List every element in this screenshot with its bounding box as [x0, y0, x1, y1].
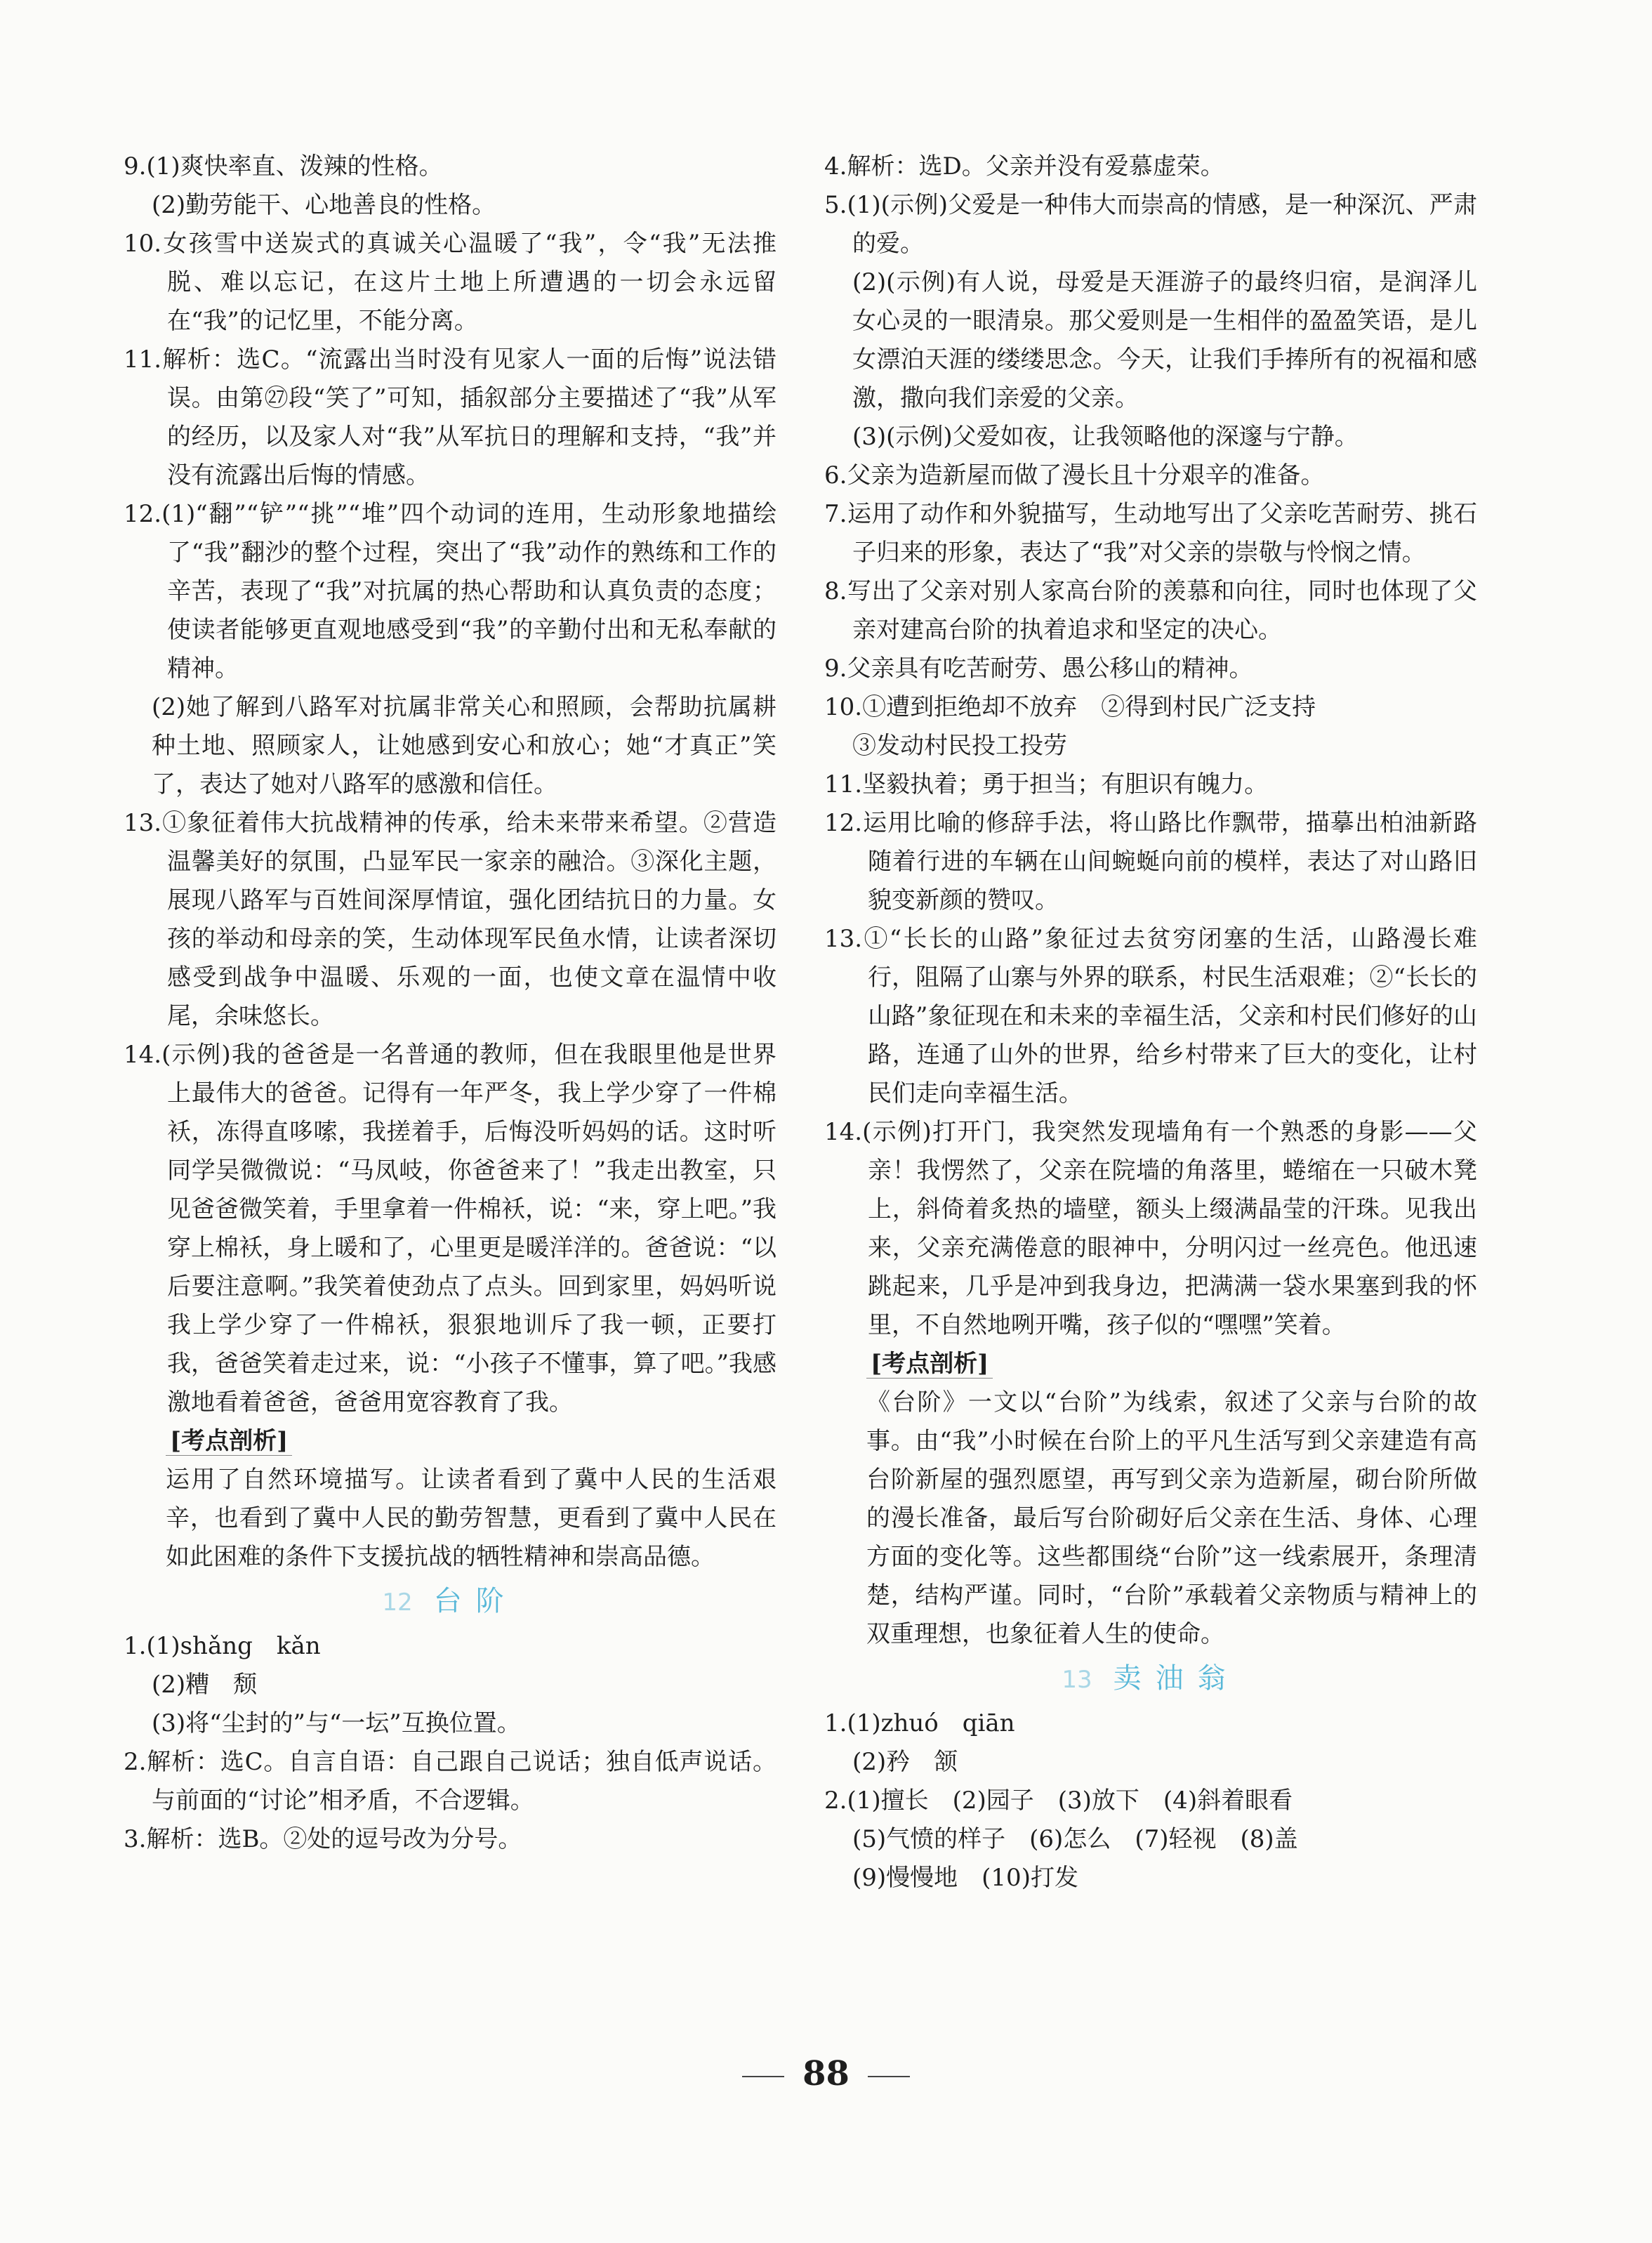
section-heading-12 [124, 1581, 777, 1623]
exam-point-tag: [考点剖析] [824, 1345, 1477, 1383]
right-answers-after [824, 1704, 1477, 1897]
exam-point-analysis: 《台阶》一文以“台阶”为线索，叙述了父亲与台阶的故事。由“我”小时候在台阶上的平凡生活写到父亲建造有高台阶新屋的强烈愿望，再写到父亲为造新屋，砌台阶所做的漫长准备，最后写台阶砌好后父亲在生活、身体、心理方面的变化等。这些都围绕“台阶”这一线索展开，条理清楚，结构严谨。同时，“台阶”承载着父亲物质与精神上的双重理想，也象征着人生的使命。 [866, 1388, 1477, 1648]
right-column [824, 147, 1477, 1897]
answer-item: (2)糟 颓 [152, 1671, 258, 1699]
answer-item: 9.(1)爽快率直、泼辣的性格。 [124, 152, 443, 180]
answer-item: 5.(1)(示例)父爱是一种伟大而崇高的情感，是一种深沉、严肃的爱。 [824, 191, 1477, 258]
answer-item: 13.①象征着伟大抗战精神的传承，给未来带来希望。②营造温馨美好的氛围，凸显军民一家亲的融洽。③深化主题，展现八路军与百姓间深厚情谊，强化团结抗日的力量。女孩的举动和母亲的笑，生动体现军民鱼水情，让读者深切感受到战争中温暖、乐观的一面，也使文章在温情中收尾，余味悠长。 [124, 809, 777, 1030]
answer-item: (2)矜 颔 [852, 1748, 958, 1776]
answer-item: 12.(1)“翻”“铲”“挑”“堆”四个动词的连用，生动形象地描绘了“我”翻沙的整个过程，突出了“我”动作的熟练和工作的辛苦，表现了“我”对抗属的热心帮助和认真负责的态度；使读者能够更直观地感受到“我”的辛勤付出和无私奉献的精神。 [124, 500, 777, 683]
answer-item: 13.①“长长的山路”象征过去贫穷闭塞的生活，山路漫长难行，阻隔了山寨与外界的联系，村民生活艰难；②“长长的山路”象征现在和未来的幸福生活，父亲和村民们修好的山路，连通了山外的世界，给乡村带来了巨大的变化，让村民们走向幸福生活。 [824, 925, 1477, 1107]
answer-item: 4.解析：选D。父亲并没有爱慕虚荣。 [824, 152, 1224, 180]
left-column [124, 147, 777, 1859]
page-number: 88 [0, 2054, 1652, 2093]
answer-item: 1.(1)shǎng kǎn [124, 1632, 321, 1660]
left-answers-before [124, 147, 777, 1422]
answer-item: ③发动村民投工投劳 [852, 732, 1067, 760]
answer-item: 11.坚毅执着；勇于担当；有胆识有魄力。 [824, 770, 1269, 798]
answer-item: 14.(示例)我的爸爸是一名普通的教师，但在我眼里他是世界上最伟大的爸爸。记得有一年严冬，我上学少穿了一件棉袄，冻得直哆嗦，我搓着手，后悔没听妈妈的话。这时听同学吴微微说：“马凤岐，你爸爸来了！”我走出教室，只见爸爸微笑着，手里拿着一件棉袄，说：“来，穿上吧。”我穿上棉袄，身上暖和了，心里更是暖洋洋的。爸爸说：“以后要注意啊。”我笑着使劲点了点头。回到家里，妈妈听说我上学少穿了一件棉袄，狠狠地训斥了我一顿，正要打我，爸爸笑着走过来，说：“小孩子不懂事，算了吧。”我感激地看着爸爸，爸爸用宽容教育了我。 [124, 1041, 777, 1416]
section-heading-13 [824, 1658, 1477, 1700]
answer-item: 2.解析：选C。自言自语：自己跟自己说话；独自低声说话。与前面的“讨论”相矛盾，不合逻辑。 [124, 1748, 777, 1815]
section-number: 12 [382, 1588, 413, 1617]
answer-item: (3)将“尘封的”与“一坛”互换位置。 [152, 1709, 521, 1737]
answer-item: 11.解析：选C。“流露出当时没有见家人一面的后悔”说法错误。由第㉗段“笑了”可知，插叙部分主要描述了“我”从军的经历，以及家人对“我”从军抗日的理解和支持，“我”并没有流露出后悔的情感。 [124, 346, 777, 489]
answer-item: (2)(示例)有人说，母爱是天涯游子的最终归宿，是润泽儿女心灵的一眼清泉。那父爱则是一生相伴的盈盈笑语，是儿女漂泊天涯的缕缕思念。今天，让我们手捧所有的祝福和感激，撒向我们亲爱的父亲。 [852, 268, 1477, 412]
answer-item: 1.(1)zhuó qiān [824, 1709, 1015, 1737]
answer-item: (2)她了解到八路军对抗属非常关心和照顾，会帮助抗属耕种土地、照顾家人，让她感到安心和放心；她“才真正”笑了，表达了她对八路军的感激和信任。 [152, 693, 777, 798]
left-answers-after [124, 1627, 777, 1859]
answer-item: 3.解析：选B。②处的逗号改为分号。 [124, 1825, 522, 1853]
exam-point-analysis: 运用了自然环境描写。让读者看到了冀中人民的生活艰辛，也看到了冀中人民的勤劳智慧，更看到了冀中人民在如此困难的条件下支援抗战的牺牲精神和崇高品德。 [166, 1466, 777, 1571]
answer-item: 10.①遭到拒绝却不放弃 ②得到村民广泛支持 [824, 693, 1316, 721]
answer-item: 9.父亲具有吃苦耐劳、愚公移山的精神。 [824, 655, 1253, 683]
answer-item: (3)(示例)父爱如夜，让我领略他的深邃与宁静。 [852, 423, 1359, 451]
answer-item: 12.运用比喻的修辞手法，将山路比作飘带，描摹出柏油新路随着行进的车辆在山间蜿蜒向前的模样，表达了对山路旧貌变新颜的赞叹。 [824, 809, 1477, 914]
right-answers-before [824, 147, 1477, 1345]
answer-item: 10.女孩雪中送炭式的真诚关心温暖了“我”，令“我”无法推脱、难以忘记，在这片土地上所遭遇的一切会永远留在“我”的记忆里，不能分离。 [124, 230, 777, 335]
answer-item: (2)勤劳能干、心地善良的性格。 [152, 191, 496, 219]
answer-item: (9)慢慢地 (10)打发 [852, 1864, 1078, 1892]
answer-item: 2.(1)擅长 (2)园子 (3)放下 (4)斜着眼看 [824, 1787, 1293, 1815]
section-number: 13 [1062, 1666, 1092, 1694]
exam-point-tag: [考点剖析] [124, 1422, 777, 1461]
answer-item: 6.父亲为造新屋而做了漫长且十分艰辛的准备。 [824, 461, 1325, 489]
answer-item: 8.写出了父亲对别人家高台阶的羡慕和向往，同时也体现了父亲对建高台阶的执着追求和坚定的决心。 [824, 577, 1477, 644]
answer-item: 7.运用了动作和外貌描写，生动地写出了父亲吃苦耐劳、挑石子归来的形象，表达了“我”对父亲的崇敬与怜悯之情。 [824, 500, 1477, 567]
section-title: 台阶 [433, 1585, 518, 1617]
answer-item: (5)气愤的样子 (6)怎么 (7)轻视 (8)盖 [852, 1825, 1298, 1853]
answer-item: 14.(示例)打开门，我突然发现墙角有一个熟悉的身影——父亲！我愣然了，父亲在院墙的角落里，蜷缩在一只破木凳上，斜倚着炙热的墙壁，额头上缀满晶莹的汗珠。见我出来，父亲充满倦意的眼神中，分明闪过一丝亮色。他迅速跳起来，几乎是冲到我身边，把满满一袋水果塞到我的怀里，不自然地咧开嘴，孩子似的“嘿嘿”笑着。 [824, 1118, 1477, 1339]
section-title: 卖油翁 [1113, 1662, 1240, 1695]
